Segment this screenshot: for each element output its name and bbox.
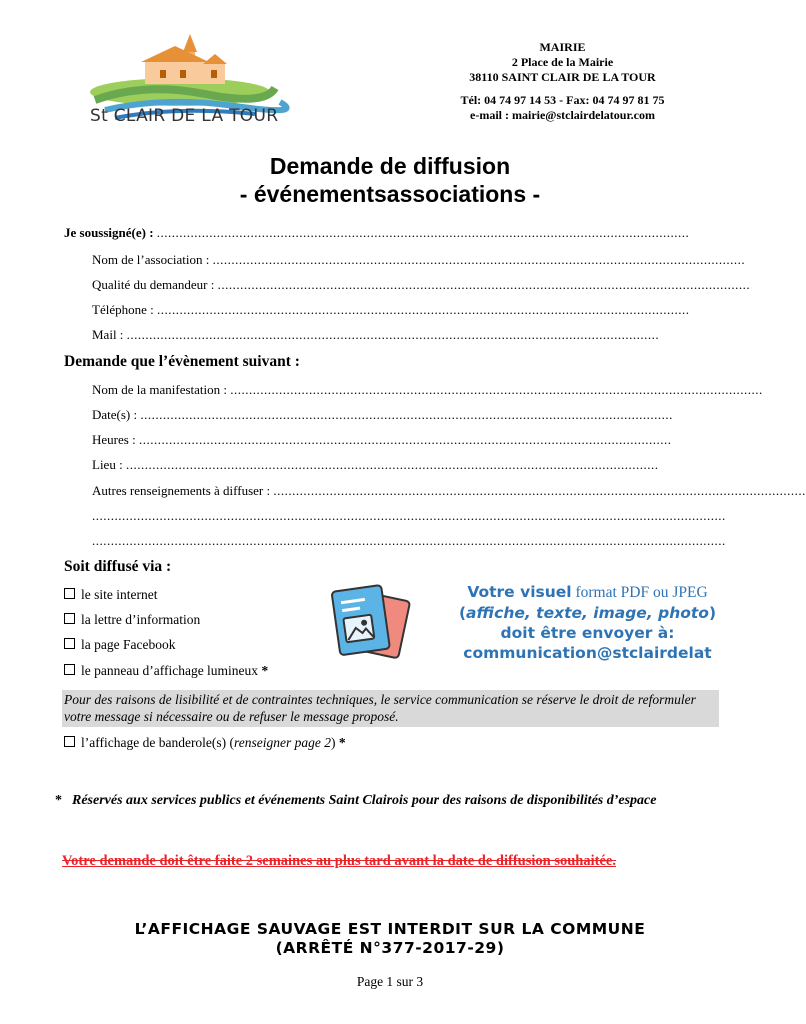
phone-fax: Tél: 04 74 97 14 53 - Fax: 04 74 97 81 75 xyxy=(460,93,665,107)
field-label: Mail : xyxy=(92,327,127,342)
communication-note: Pour des raisons de lisibilité et de contraintes techniques, le service communication se réserve le droit de reformuler votre message si nécessaire ou de refuser le message proposé. xyxy=(62,690,719,727)
banderole-page-ref: renseigner page 2 xyxy=(234,735,332,750)
checkbox-icon[interactable] xyxy=(64,664,75,675)
dates-field[interactable]: Date(s) : .............................................................................................................................................. xyxy=(92,407,673,422)
field-label: Nom de la manifestation : xyxy=(92,382,231,397)
visual-line-3: doit être envoyer à: xyxy=(500,624,675,642)
other-info-line-3[interactable]: ......................................................................................................................................................................... xyxy=(92,533,726,548)
page-title xyxy=(0,152,780,208)
soussigne-field[interactable]: Je soussigné(e) : .............................................................................................................................................. xyxy=(64,225,690,240)
option-label: la page Facebook xyxy=(81,637,176,652)
field-label: Nom de l’association : xyxy=(92,252,213,267)
document-image-icon xyxy=(328,582,418,666)
option-lettre-information[interactable] xyxy=(64,612,200,628)
demandeur-quality-field[interactable]: Qualité du demandeur : .............................................................................................................................................. xyxy=(92,277,751,292)
visual-bold: Votre visuel xyxy=(467,583,572,601)
reserved-star: * xyxy=(55,793,62,808)
checkbox-icon[interactable] xyxy=(64,588,75,599)
visual-email-link[interactable]: communication@stclairdelat xyxy=(463,644,712,662)
logo-text: St CLAIR DE LA TOUR xyxy=(90,106,279,126)
association-name-field[interactable]: Nom de l’association : .............................................................................................................................................. xyxy=(92,252,746,267)
visual-line-1 xyxy=(420,582,755,603)
reserved-star: * xyxy=(338,735,346,750)
email: e-mail : mairie@stclairdelatour.com xyxy=(470,108,655,122)
visual-types: affiche, texte, image, photo xyxy=(466,604,709,622)
field-label: Autres renseignements à diffuser : xyxy=(92,483,274,498)
reserved-star: * xyxy=(261,663,269,678)
telephone-field[interactable]: Téléphone : .............................................................................................................................................. xyxy=(92,302,690,317)
paren-open: ( xyxy=(458,604,467,622)
banderole-prefix: l’affichage de banderole(s) ( xyxy=(81,735,235,750)
law-line-1: L’AFFICHAGE SAUVAGE EST INTERDIT SUR LA COMMUNE xyxy=(134,920,646,938)
law-line-2: (ARRÊTÉ N°377-2017-29) xyxy=(275,939,505,957)
lieu-field[interactable]: Lieu : .............................................................................................................................................. xyxy=(92,457,659,472)
field-label: Heures : xyxy=(92,432,139,447)
manifestation-name-field[interactable]: Nom de la manifestation : .............................................................................................................................................. xyxy=(92,382,763,397)
visual-line-2 xyxy=(420,603,755,623)
address-line-2: 38110 SAINT CLAIR DE LA TOUR xyxy=(469,70,656,84)
deadline-warning xyxy=(62,852,715,871)
banderole-suffix: ) xyxy=(331,735,339,750)
option-panneau-lumineux[interactable] xyxy=(64,663,268,679)
field-label: Téléphone : xyxy=(92,302,157,317)
page-number: Page 1 sur 3 xyxy=(356,974,424,989)
option-label: le panneau d’affichage lumineux xyxy=(81,663,262,678)
option-page-facebook[interactable] xyxy=(64,637,175,653)
soussigne-label: Je soussigné(e) : xyxy=(64,225,157,240)
option-label: la lettre d’information xyxy=(81,612,201,627)
visual-format: format PDF ou JPEG xyxy=(571,584,708,601)
mail-field[interactable]: Mail : .............................................................................................................................................. xyxy=(92,327,660,342)
checkbox-icon[interactable] xyxy=(64,613,75,624)
paren-close: ) xyxy=(708,604,717,622)
mairie-address xyxy=(420,40,705,123)
checkbox-icon[interactable] xyxy=(64,638,75,649)
title-line-1: Demande de diffusion xyxy=(269,153,511,179)
other-info-field[interactable]: Autres renseignements à diffuser : .............................................................................................................................................. xyxy=(92,483,806,498)
reserved-text: Réservés aux services publics et événements Saint Clairois pour des raisons de disponibilités d’espace xyxy=(72,793,657,808)
title-line-2: - événementsassociations - xyxy=(239,181,541,207)
visual-instructions xyxy=(420,582,755,674)
field-label: Qualité du demandeur : xyxy=(92,277,218,292)
mairie-label: MAIRIE xyxy=(539,40,586,54)
field-label: Lieu : xyxy=(92,457,126,472)
field-label: Date(s) : xyxy=(92,407,141,422)
reserved-note xyxy=(55,786,715,816)
option-banderole[interactable] xyxy=(64,735,346,751)
address-line-1: 2 Place de la Mairie xyxy=(511,55,614,69)
evenement-heading: Demande que l’évènement suivant : xyxy=(64,353,300,370)
diffusion-heading: Soit diffusé via : xyxy=(64,558,172,575)
option-label: le site internet xyxy=(81,587,158,602)
heures-field[interactable]: Heures : .............................................................................................................................................. xyxy=(92,432,672,447)
checkbox-icon[interactable] xyxy=(64,736,75,747)
warning-text: Votre demande doit être faite 2 semaines au plus tard avant la date de diffusion souhaitée. xyxy=(62,853,616,869)
other-info-line-2[interactable]: ......................................................................................................................................................................... xyxy=(92,508,726,523)
option-site-internet[interactable] xyxy=(64,587,157,603)
law-notice xyxy=(0,920,780,958)
